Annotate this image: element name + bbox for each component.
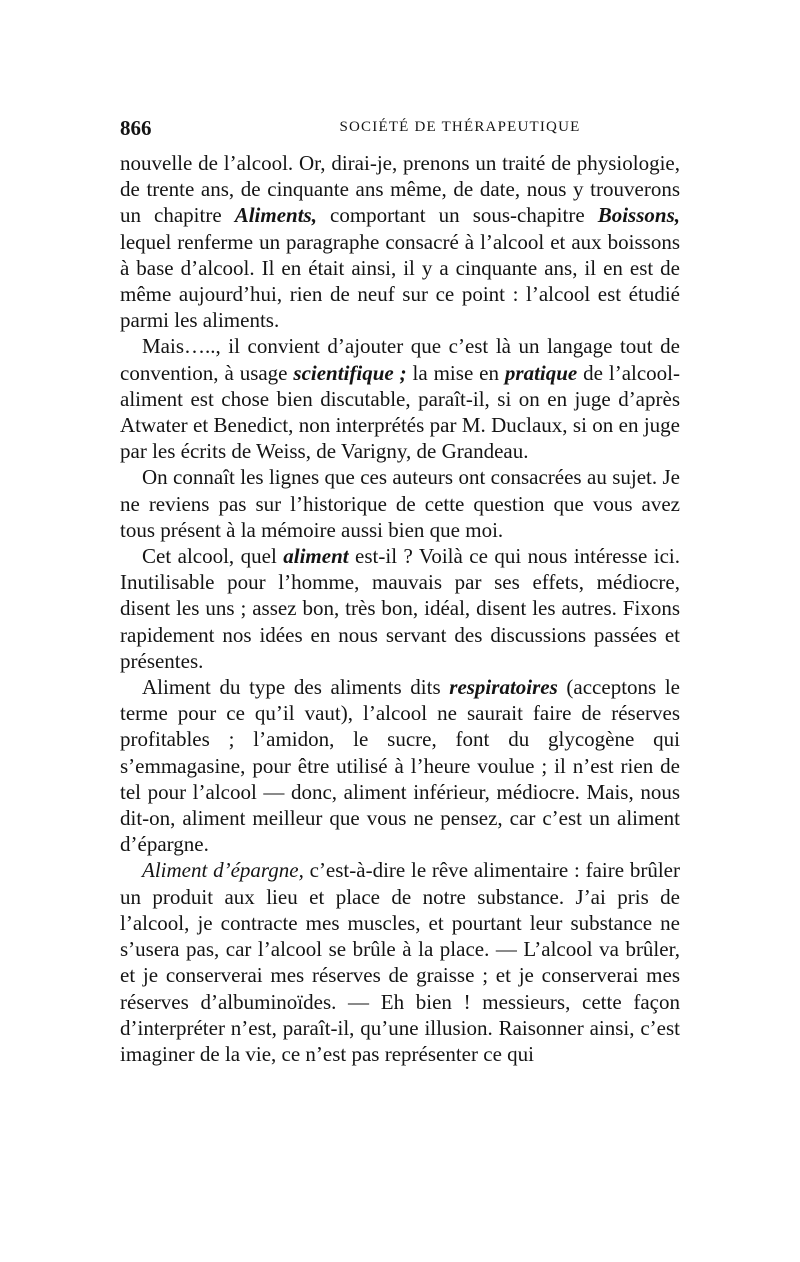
italic-term-scientifique: scientifique ; bbox=[293, 360, 407, 385]
text-run: de l’alcool-aliment est chose bien discutable, paraît-il, si on en juge d’après Atwater et Benedict, non interprétés par M. Duclaux, si on en juge par les écrits de Weiss, de Varigny, de Grandeau. bbox=[120, 360, 681, 464]
text-run: lequel renferme un paragraphe consacré à l’alcool et aux boissons à base d’alcool. Il en était ainsi, il y a cinquante ans, il en est de même aujourd’hui, rien de neuf sur ce point : l’alcool est étudié parmi les aliments. bbox=[120, 229, 680, 333]
paragraph-1 bbox=[120, 150, 680, 333]
italic-term-pratique: pratique bbox=[504, 360, 578, 385]
running-title: SOCIÉTÉ DE THÉRAPEUTIQUE bbox=[339, 119, 581, 135]
page-header bbox=[120, 116, 680, 146]
text-run: est-il ? Voilà ce qui nous intéresse ici. Inutilisable pour l’homme, mauvais par ses effets, médiocre, disent les uns ; assez bon, très bon, idéal, disent les autres. Fixons rapidement nos idées en nous servant des discussions passées et présentes. bbox=[120, 544, 680, 673]
text-run: Mais….., il convient d’ajouter que c’est là un langage tout de convention, à usage bbox=[120, 334, 680, 385]
italic-term-boissons: Boissons, bbox=[597, 203, 680, 228]
italic-term-aliment: aliment bbox=[283, 544, 349, 569]
text-run: Cet alcool, quel bbox=[142, 544, 284, 569]
paragraph-6 bbox=[120, 857, 680, 1067]
text-run: nouvelle de l’alcool. Or, dirai-je, prenons un traité de physiologie, de trente ans, de cinquante ans même, de date, nous y trouverons un chapitre bbox=[120, 151, 680, 228]
body-text bbox=[120, 150, 680, 1067]
paragraph-2 bbox=[120, 333, 680, 464]
text-run: comportant un sous-chapitre bbox=[316, 203, 598, 228]
text-run: (acceptons le terme pour ce qu’il vaut), l’alcool ne saurait faire de réserves profitables ; l’amidon, le sucre, font du glycogène qui s’emmagasine, pour être utilisé à l’heure voulue ; il n’est rien de tel pour l’alcool — donc, aliment inférieur, médiocre. Mais, nous dit-on, aliment meilleur que vous ne pensez, car c’est un aliment d’épargne. bbox=[120, 675, 680, 857]
paragraph-3 bbox=[120, 464, 680, 543]
paragraph-5 bbox=[120, 674, 680, 857]
paragraph-4 bbox=[120, 543, 680, 674]
text-run: la mise en bbox=[406, 360, 505, 385]
italic-term-aliment-d-epargne: Aliment d’épargne, bbox=[142, 858, 304, 883]
italic-term-aliments: Aliments, bbox=[234, 203, 317, 228]
text-run: Aliment du type des aliments dits bbox=[142, 675, 450, 700]
text-run: c’est-à-dire le rêve alimentaire : faire brûler un produit aux lieu et place de notre substance. J’ai pris de l’alcool, je contracte mes muscles, et pourtant leur substance ne s’usera pas, car l’alcool se brûle à la place. — L’alcool va brûler, et je conserverai mes réserves de graisse ; et je conserverai mes réserves d’albuminoïdes. — Eh bien ! messieurs, cette façon d’interpréter n’est, paraît-il, qu’une illusion. Raisonner ainsi, c’est imaginer de la vie, ce n’est pas représenter ce qui bbox=[120, 858, 680, 1066]
italic-term-respiratoires: respiratoires bbox=[449, 675, 558, 700]
page-number: 866 bbox=[120, 116, 152, 140]
text-run: On connaît les lignes que ces auteurs ont consacrées au sujet. Je ne reviens pas sur l’historique de cette question que vous avez tous présent à la mémoire aussi bien que moi. bbox=[120, 465, 680, 542]
